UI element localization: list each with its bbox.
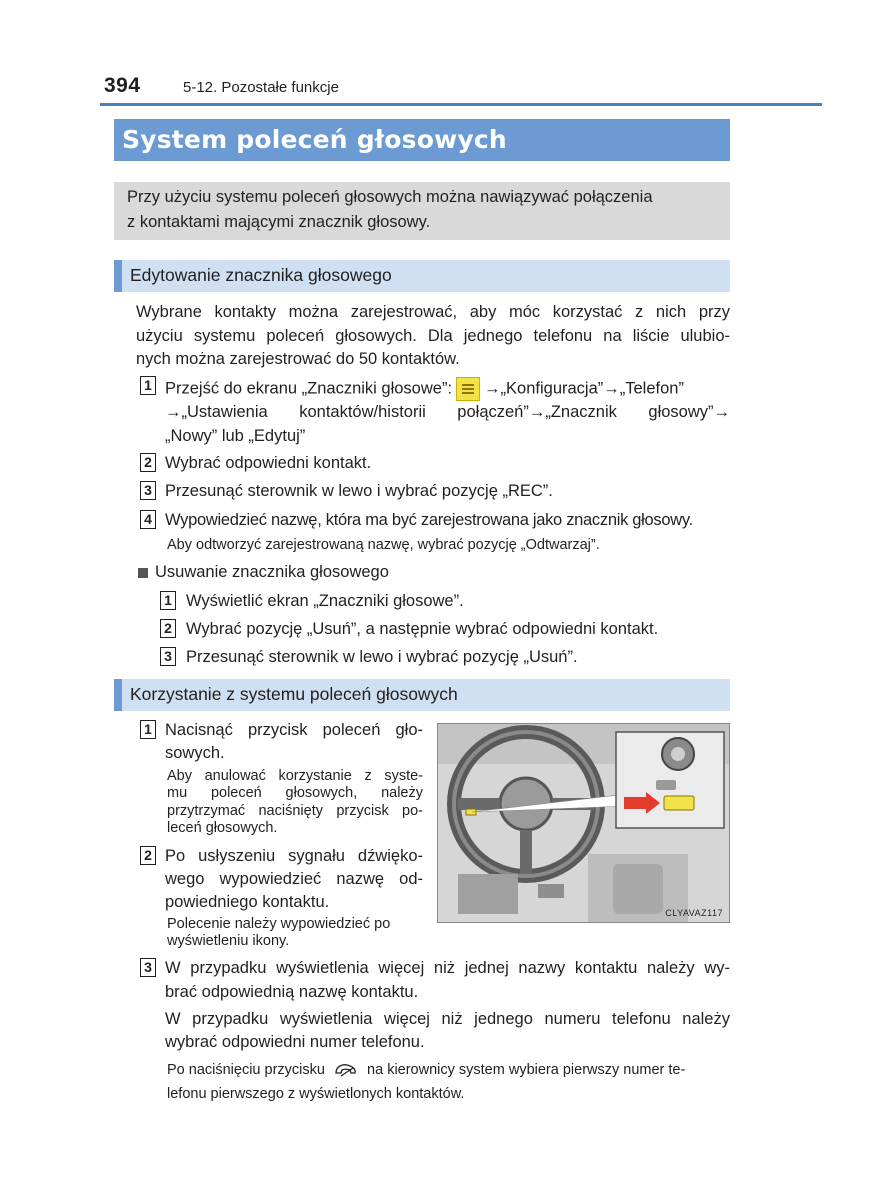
step-text: „Nowy” lub „Edytuj” (165, 427, 306, 445)
bullet-square (138, 568, 148, 578)
step-note: przytrzymać naciśnięty przycisk po- (167, 803, 423, 819)
step-note: Aby anulować korzystanie z syste- (167, 768, 423, 784)
step-note: Po naciśnięciu przycisku na kierownicy system wybiera pierwszy numer te- (167, 1062, 686, 1078)
steering-wheel-illustration (437, 723, 730, 923)
intro-line: z kontaktami mającymi znacznik głosowy. (127, 213, 431, 231)
step-text: W przypadku wyświetlenia więcej niż jednej nazwy kontaktu należy wy- (165, 959, 730, 977)
step-text: Wypowiedzieć nazwę, która ma być zarejestrowana jako znacznik głosowy. (165, 511, 693, 529)
step-number: 3 (160, 647, 176, 666)
subheading-edit-label: Edytowanie znacznika głosowego (130, 265, 392, 285)
step-note: Polecenie należy wypowiedzieć po (167, 916, 391, 932)
step-text: Przesunąć sterownik w lewo i wybrać pozycję „Usuń”. (186, 648, 578, 666)
step-text: brać odpowiednią nazwę kontaktu. (165, 983, 419, 1001)
step-text: Wybrać odpowiedni kontakt. (165, 454, 372, 472)
header-rule (100, 103, 822, 106)
step-text: Wyświetlić ekran „Znaczniki głosowe”. (186, 592, 464, 610)
intro-line: Przy użyciu systemu poleceń głosowych można nawiązywać połączenia (127, 188, 653, 206)
step-note: Aby odtworzyć zarejestrowaną nazwę, wybrać pozycję „Odtwarzaj”. (167, 537, 600, 553)
section-title: 5-12. Pozostałe funkcje (183, 79, 339, 96)
page-title: System poleceń głosowych (122, 125, 507, 154)
step-text: sowych. (165, 744, 225, 762)
intro-box (114, 182, 730, 240)
subheading-edit (114, 260, 730, 292)
step-text: →„Ustawienia kontaktów/historii połączeń”→„Znacznik głosowy”→ (165, 403, 730, 421)
paragraph-line: użyciu systemu poleceń głosowych. Dla jednego telefonu na liście ulubio- (136, 327, 730, 345)
step-number: 2 (160, 619, 176, 638)
subheading-use (114, 679, 730, 711)
step-note: wyświetleniu ikony. (167, 933, 290, 949)
menu-icon (456, 377, 480, 401)
subsection-title: Usuwanie znacznika głosowego (155, 563, 389, 581)
paragraph-line: nych można zarejestrować do 50 kontaktów. (136, 350, 460, 368)
step-number: 2 (140, 846, 156, 865)
step-number: 3 (140, 958, 156, 977)
subheading-use-label: Korzystanie z systemu poleceń głosowych (130, 684, 458, 704)
step-text: wego wypowiedzieć nazwę od- (165, 870, 423, 888)
step-number: 2 (140, 453, 156, 472)
step-number: 1 (140, 376, 156, 395)
paragraph-line: Wybrane kontakty można zarejestrować, aby móc korzystać z nich przy (136, 303, 730, 321)
step-text: wybrać odpowiedni numer telefonu. (165, 1033, 425, 1051)
step-number: 1 (160, 591, 176, 610)
step-text: Przejść do ekranu „Znaczniki głosowe”: →„Konfiguracja”→„Telefon” (165, 377, 684, 401)
step-number: 1 (140, 720, 156, 739)
step-note: leceń głosowych. (167, 820, 278, 836)
steering-wheel-drawing (438, 724, 730, 923)
phone-icon (333, 1062, 359, 1078)
step-text: powiedniego kontaktu. (165, 893, 330, 911)
step-text: Wybrać pozycję „Usuń”, a następnie wybrać odpowiedni kontakt. (186, 620, 659, 638)
step-text: Po usłyszeniu sygnału dźwięko- (165, 847, 423, 865)
step-number: 3 (140, 481, 156, 500)
page-number: 394 (104, 74, 141, 97)
step-note: mu poleceń głosowych, należy (167, 785, 423, 801)
figure-code: CLYAVAZ117 (665, 908, 723, 918)
step-note: lefonu pierwszego z wyświetlonych kontaktów. (167, 1086, 465, 1102)
step-text: Nacisnąć przycisk poleceń gło- (165, 721, 423, 739)
step-text: Przesunąć sterownik w lewo i wybrać pozycję „REC”. (165, 482, 553, 500)
page-title-bar (114, 119, 730, 161)
step-number: 4 (140, 510, 156, 529)
step-text: W przypadku wyświetlenia więcej niż jednego numeru telefonu należy (165, 1010, 730, 1028)
